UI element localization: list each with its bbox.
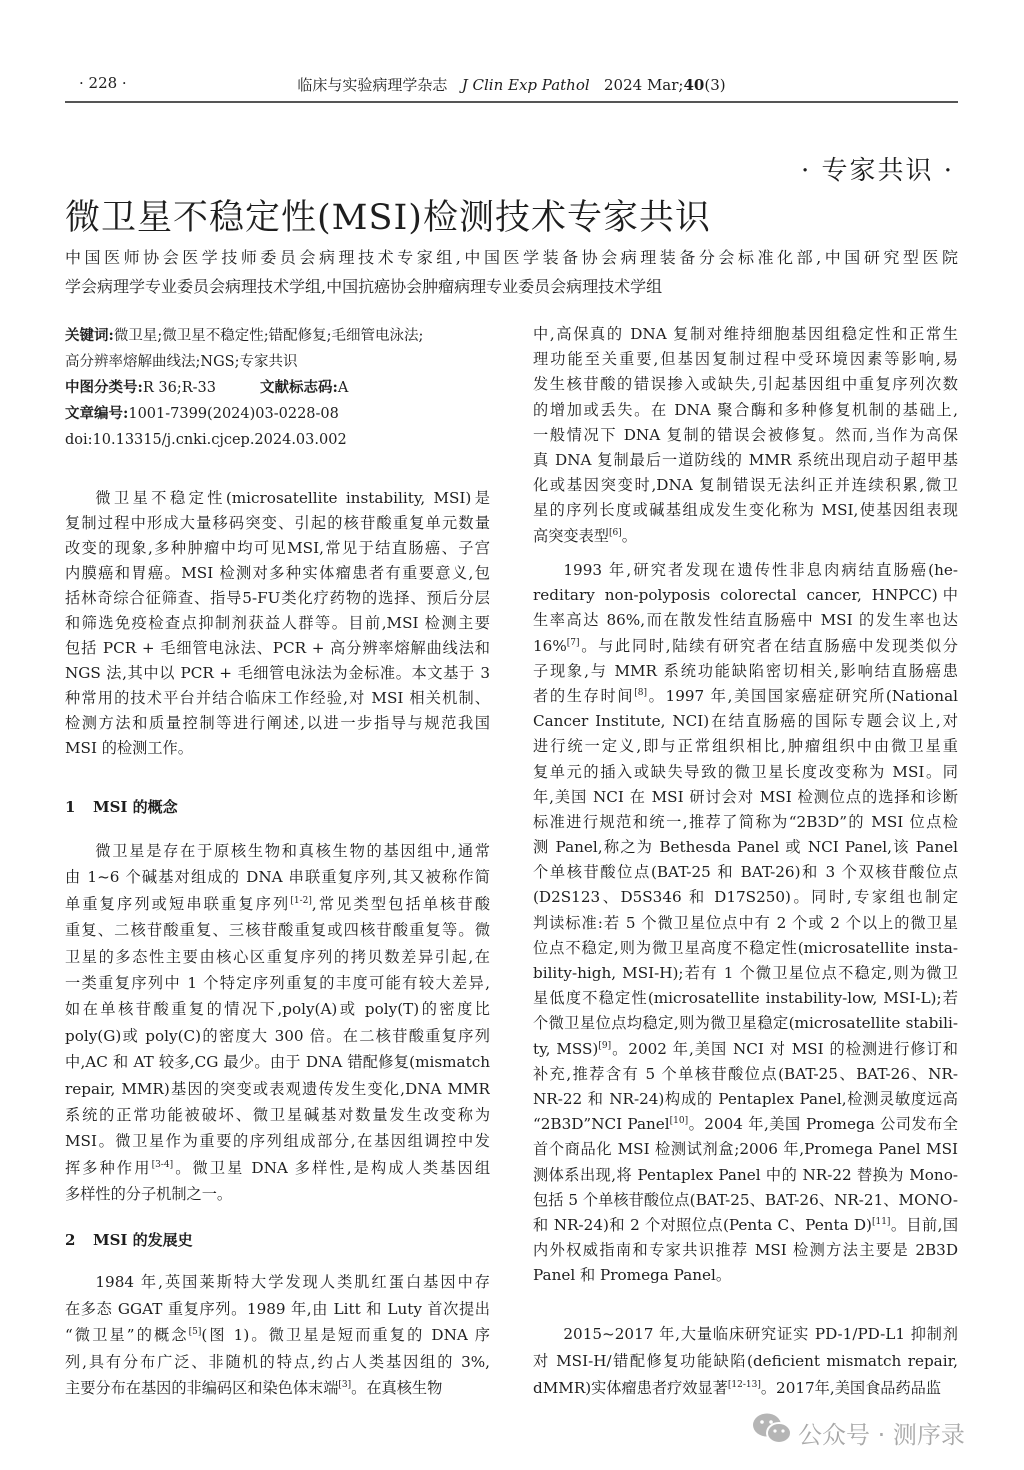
text-segment: 1993 年,研究者发现在遗传性非息肉病结直肠癌(he- bbox=[563, 561, 958, 579]
text-line bbox=[65, 586, 490, 611]
text-line bbox=[533, 322, 958, 347]
text-segment: 复制过程中形成大量移码突变、引起的核苷酸重复单元数量 bbox=[65, 514, 490, 532]
text-line bbox=[533, 709, 958, 734]
text-segment: 进行统一定义,即与正常组织相比,肿瘤组织中由微卫星重 bbox=[533, 737, 958, 756]
text-segment: 的增加或丢失。在 DNA 聚合酶和多种修复机制的基础上, bbox=[533, 400, 958, 419]
page-number: · 228 · bbox=[79, 74, 127, 92]
text-segment: 位点不稳定,则为微卫星高度不稳定性(microsatellite insta- bbox=[533, 938, 958, 957]
text-segment: 标准进行规范和统一,推荐了简称为“2B3D”的 MSI 位点检 bbox=[533, 812, 958, 831]
text-segment: 发生核苷酸的错误掺入或缺失,引起基因组中重复序列次数 bbox=[533, 375, 958, 394]
text-line bbox=[65, 1349, 490, 1376]
text-segment: 。1997 年,美国国家癌症研究所(National bbox=[646, 686, 958, 705]
text-line bbox=[533, 835, 958, 860]
running-header bbox=[65, 74, 958, 98]
text-line bbox=[533, 524, 958, 549]
author-line: 学会病理学专业委员会病理技术学组,中国抗癌协会肿瘤病理专业委员会病理技术学组 bbox=[65, 277, 663, 296]
text-segment: 复单元的插入或缺失导致的微卫星长度改变称为 MSI。同 bbox=[533, 762, 958, 781]
text-line bbox=[533, 961, 958, 986]
text-line bbox=[533, 423, 958, 448]
text-line bbox=[533, 1062, 958, 1087]
text-segment: dMMR)实体瘤患者疗效显著 bbox=[533, 1379, 728, 1397]
text-segment: 。2017年,美国食品药品监 bbox=[760, 1379, 942, 1397]
text-segment: 内膜癌和胃癌。MSI 检测对多种实体瘤患者有重要意义,包 bbox=[65, 564, 490, 582]
text-line bbox=[533, 1037, 958, 1062]
text-line bbox=[65, 561, 490, 586]
text-line bbox=[65, 611, 490, 636]
text-line bbox=[533, 936, 958, 961]
text-line bbox=[533, 684, 958, 709]
text-segment: 。2004 年,美国 Promega 公司发布全 bbox=[688, 1115, 958, 1134]
text-line bbox=[65, 1049, 490, 1075]
text-line bbox=[65, 1155, 490, 1181]
section-heading-2 bbox=[65, 1229, 193, 1250]
text-line bbox=[65, 1269, 490, 1296]
text-segment: reditary non-polyposis colorectal cancer, HNPCC)中 bbox=[533, 586, 958, 605]
text-line bbox=[533, 785, 958, 810]
wechat-icon bbox=[752, 1412, 792, 1452]
watermark-text: 公众号 · 测序录 bbox=[798, 1420, 965, 1449]
text-segment: 首个商品化 MSI 检测试剂盒;2006 年,Promega Panel MSI bbox=[533, 1140, 958, 1159]
text-line bbox=[533, 1188, 958, 1213]
text-segment: 测体系出现,将 Pentaplex Panel 中的 NR-22 替换为 Mono- bbox=[533, 1165, 958, 1184]
text-segment: 一类重复序列中 1 个特定序列重复的丰度可能有较大差异, bbox=[65, 973, 490, 992]
doc-code-label: 文献标志码: bbox=[260, 379, 338, 396]
watermark bbox=[752, 1412, 965, 1452]
text-segment: (D2S123、D5S346 和 D17S250)。同时,专家组也制定 bbox=[533, 888, 958, 907]
text-segment: 中,AC 和 AT 较多,CG 最少。由于 DNA 错配修复(mismatch bbox=[65, 1053, 490, 1072]
text-line bbox=[533, 659, 958, 684]
text-line bbox=[533, 1263, 958, 1288]
section-title: MSI 的概念 bbox=[93, 798, 178, 816]
keywords-label: 关键词: bbox=[65, 327, 114, 344]
text-segment: 如在单核苷酸重复的情况下,poly(A)或 poly(T)的密度比 bbox=[65, 1000, 490, 1019]
text-line bbox=[65, 917, 490, 943]
text-segment: 微卫星是存在于原核生物和真核生物的基因组中,通常 bbox=[95, 842, 490, 860]
keywords-line bbox=[65, 323, 490, 349]
text-segment: poly(G)或 poly(C)的密度大 300 倍。在二核苷酸重复序列 bbox=[65, 1026, 490, 1045]
text-line bbox=[533, 860, 958, 885]
text-line bbox=[533, 1238, 958, 1263]
citation-ref: [6] bbox=[608, 527, 622, 538]
text-line bbox=[533, 498, 958, 523]
text-segment: 列,具有分布广泛、非随机的特点,约占人类基因组的 3%, bbox=[65, 1352, 490, 1371]
text-segment: Panel 和 Promega Panel。 bbox=[533, 1266, 732, 1285]
text-line bbox=[533, 398, 958, 423]
text-segment: 内外权威指南和专家共识推荐 MSI 检测方法主要是 2B3D bbox=[533, 1241, 958, 1260]
text-segment: 括林奇综合征筛查、指导5-FU类化疗药物的选择、预后分层 bbox=[65, 589, 490, 607]
doi-label: doi: bbox=[65, 432, 93, 448]
text-segment: 和筛选免疫检查点抑制剂获益人群等。目前,MSI 检测主要 bbox=[65, 614, 490, 632]
text-segment: 子现象,与 MMR 系统功能缺陷密切相关,影响结直肠癌患 bbox=[533, 661, 958, 680]
text-segment: 个微卫星位点均稳定,则为微卫星稳定(microsatellite stabili- bbox=[533, 1014, 958, 1033]
text-line bbox=[533, 347, 958, 372]
text-segment: 。 bbox=[621, 526, 637, 545]
text-segment: 星低度不稳定性(microsatellite instability-low, MSI-L);若 bbox=[533, 989, 958, 1008]
text-segment: 和 NR-24)和 2 个对照位点(Penta C、Penta D) bbox=[533, 1215, 872, 1234]
text-segment: 挥多种作用 bbox=[65, 1158, 152, 1177]
citation-ref: [10] bbox=[669, 1116, 689, 1127]
issue: (3) bbox=[704, 76, 726, 94]
text-line bbox=[65, 711, 490, 736]
text-segment: 1984 年,英国莱斯特大学发现人类肌红蛋白基因中存 bbox=[95, 1273, 490, 1291]
text-line bbox=[65, 636, 490, 661]
text-segment: 。与此同时,陆续有研究者在结直肠癌中发现类似分 bbox=[579, 636, 958, 655]
section-2-paragraph bbox=[65, 1269, 490, 1402]
right-paragraph-2 bbox=[533, 558, 958, 1288]
text-line bbox=[533, 986, 958, 1011]
article-number-line bbox=[65, 401, 490, 427]
journal-info bbox=[65, 74, 958, 95]
clc-label: 中图分类号: bbox=[65, 379, 143, 396]
text-line bbox=[533, 1011, 958, 1036]
text-segment: 包括 5 个单核苷酸位点(BAT-25、BAT-26、NR-21、MONO- bbox=[533, 1190, 958, 1209]
citation-ref: [11] bbox=[871, 1216, 891, 1227]
text-segment: 中,高保真的 DNA 复制对维持细胞基因组稳定性和正常生 bbox=[533, 325, 958, 343]
text-segment: 改变的现象,多种肿瘤中均可见MSI,常见于结直肠癌、子宫 bbox=[65, 539, 490, 557]
article-meta bbox=[65, 323, 490, 453]
text-line bbox=[65, 661, 490, 686]
citation-ref: [5] bbox=[188, 1327, 202, 1337]
text-segment: 。在真核生物 bbox=[351, 1379, 443, 1397]
text-line bbox=[65, 838, 490, 864]
article-title: 微卫星不稳定性(MSI)检测技术专家共识 bbox=[65, 198, 711, 238]
text-line bbox=[65, 970, 490, 996]
right-paragraph-1 bbox=[533, 322, 958, 549]
text-segment: 对 MSI-H/错配修复功能缺陷(deficient mismatch repair, bbox=[533, 1352, 958, 1370]
text-segment: repair, MMR)基因的突变或表观遗传发生变化,DNA MMR bbox=[65, 1079, 490, 1098]
volume: 40 bbox=[683, 76, 705, 94]
text-line bbox=[65, 1322, 490, 1349]
text-segment: 化或基因突变时,DNA 复制错误无法纠正并连续积累,微卫 bbox=[533, 476, 958, 495]
text-segment: 包括 PCR + 毛细管电泳法、PCR + 高分辨率熔解曲线法和 bbox=[65, 639, 490, 657]
text-segment: NR-22 和 NR-24)构成的 Pentaplex Panel,检测灵敏度远高 bbox=[533, 1089, 958, 1108]
text-segment: 种常用的技术平台并结合临床工作经验,对 MSI 相关机制、 bbox=[65, 689, 490, 707]
text-segment: Cancer Institute, NCI)在结直肠癌的国际专题会议上,对 bbox=[533, 712, 958, 731]
citation-ref: [3-4] bbox=[151, 1159, 174, 1170]
text-line bbox=[533, 1087, 958, 1112]
right-paragraph-3 bbox=[533, 1321, 958, 1402]
issue-date: 2024 Mar; bbox=[604, 76, 684, 94]
text-segment: (图 1)。微卫星是短而重复的 DNA 序 bbox=[201, 1326, 490, 1344]
text-line bbox=[533, 608, 958, 633]
journal-name-en: J Clin Exp Pathol bbox=[461, 76, 590, 94]
text-segment: 16% bbox=[533, 636, 567, 655]
text-line bbox=[65, 736, 490, 761]
text-segment: MSI 的检测工作。 bbox=[65, 739, 193, 757]
text-line bbox=[65, 1076, 490, 1102]
text-segment: 一般情况下 DNA 复制的错误会被修复。然而,当作为高保 bbox=[533, 425, 958, 444]
text-line bbox=[65, 1181, 490, 1207]
text-line bbox=[533, 634, 958, 659]
text-line bbox=[533, 1137, 958, 1162]
text-line bbox=[65, 1128, 490, 1154]
text-line bbox=[65, 944, 490, 970]
keywords: 微卫星;微卫星不稳定性;错配修复;毛细管电泳法; bbox=[113, 328, 424, 344]
text-segment: 真 DNA 复制最后一道防线的 MMR 系统出现启动子超甲基 bbox=[533, 450, 958, 469]
text-segment: 个单核苷酸位点(BAT-25 和 BAT-26)和 3 个双核苷酸位点 bbox=[533, 863, 958, 882]
text-line bbox=[65, 1023, 490, 1049]
text-line bbox=[533, 448, 958, 473]
text-line bbox=[65, 1296, 490, 1323]
article-no-label: 文章编号: bbox=[65, 405, 129, 422]
intro-paragraph bbox=[65, 486, 490, 761]
author-groups bbox=[65, 243, 958, 301]
text-line bbox=[533, 734, 958, 759]
text-segment: 在多态 GGAT 重复序列。1989 年,由 Litt 和 Luty 首次提出 bbox=[65, 1299, 490, 1318]
keywords: 高分辨率熔解曲线法;NGS;专家共识 bbox=[65, 354, 298, 370]
classification-line bbox=[65, 375, 490, 401]
citation-ref: [12-13] bbox=[727, 1380, 761, 1390]
text-segment: MSI。微卫星作为重要的序列组成部分,在基因组调控中发 bbox=[65, 1132, 490, 1151]
text-segment: 测 Panel,称之为 Bethesda Panel 或 NCI Panel,该 Panel bbox=[533, 838, 958, 857]
text-segment: 单重复序列或短串联重复序列 bbox=[65, 894, 291, 913]
text-segment: 。2002 年,美国 NCI 对 MSI 的检测进行修订和 bbox=[611, 1039, 958, 1058]
text-segment: 年,美国 NCI 在 MSI 研讨会对 MSI 检测位点的选择和诊断 bbox=[533, 787, 958, 806]
text-segment: 星的序列长度或碱基组成发生变化称为 MSI,使基因组表现 bbox=[533, 501, 958, 520]
text-line bbox=[65, 511, 490, 536]
section-number: 2 bbox=[65, 1231, 76, 1249]
citation-ref: [1-2] bbox=[290, 895, 312, 906]
clc-value: R 36;R-33 bbox=[142, 380, 216, 396]
text-line bbox=[533, 1163, 958, 1188]
text-line bbox=[65, 686, 490, 711]
text-segment: bility-high, MSI-H);若有 1 个微卫星位点不稳定,则为微卫 bbox=[533, 964, 958, 982]
doi-value: 10.13315/j.cnki.cjcep.2024.03.002 bbox=[92, 432, 347, 448]
text-line bbox=[65, 486, 490, 511]
text-segment: 判读标准:若 5 个微卫星位点中有 2 个或 2 个以上的微卫星 bbox=[533, 913, 958, 932]
text-line bbox=[533, 810, 958, 835]
text-line bbox=[65, 1102, 490, 1128]
text-segment: 主要分布在基因的非编码区和染色体末端 bbox=[65, 1379, 339, 1397]
text-line bbox=[533, 473, 958, 498]
text-segment: 理功能至关重要,但基因复制过程中受环境因素等影响,易 bbox=[533, 350, 958, 369]
text-segment: 者的生存时间 bbox=[533, 686, 635, 705]
text-segment: 。微卫星 DNA 多样性,是构成人类基因组 bbox=[173, 1158, 490, 1177]
text-line bbox=[65, 864, 490, 890]
text-segment: “微卫星”的概念 bbox=[65, 1326, 189, 1344]
text-line bbox=[533, 1348, 958, 1375]
keywords-line bbox=[65, 349, 490, 375]
column-tag: · 专家共识 · bbox=[800, 156, 954, 186]
journal-name-cn: 临床与实验病理学杂志 bbox=[297, 76, 448, 94]
header-rule bbox=[65, 101, 958, 103]
text-segment: 补充,推荐含有 5 个单核苷酸位点(BAT-25、BAT-26、NR- bbox=[533, 1064, 958, 1083]
text-segment: 多样性的分子机制之一。 bbox=[65, 1185, 233, 1204]
author-line: 中国医师协会医学技师委员会病理技术专家组,中国医学装备协会病理装备分会标准化部,中国研究型医院 bbox=[65, 248, 958, 267]
text-segment: 重复、二核苷酸重复、三核苷酸重复或四核苷酸重复等。微 bbox=[65, 921, 490, 940]
section-title: MSI 的发展史 bbox=[93, 1231, 193, 1249]
citation-ref: [7] bbox=[566, 637, 580, 648]
text-line bbox=[533, 583, 958, 608]
text-segment: 系统的正常功能被破坏、微卫星碱基对数量发生改变称为 bbox=[65, 1105, 490, 1124]
doc-code-value: A bbox=[337, 380, 349, 396]
text-segment: 高突变表型 bbox=[533, 526, 609, 545]
text-segment: 由 1~6 个碱基对组成的 DNA 串联重复序列,其又被称作简 bbox=[65, 868, 490, 887]
text-segment: 2015~2017 年,大量临床研究证实 PD-1/PD-L1 抑制剂 bbox=[563, 1325, 958, 1343]
text-line bbox=[533, 558, 958, 583]
section-heading-1 bbox=[65, 796, 178, 817]
section-1-paragraph bbox=[65, 838, 490, 1207]
text-segment: 检测方法和质量控制等进行阐述,以进一步指导与规范我国 bbox=[65, 714, 490, 732]
text-line bbox=[65, 891, 490, 917]
citation-ref: [9] bbox=[598, 1040, 612, 1051]
section-number: 1 bbox=[65, 798, 76, 816]
text-segment: NGS 法,其中以 PCR + 毛细管电泳法为金标准。本文基于 3 bbox=[65, 664, 490, 682]
text-line bbox=[533, 911, 958, 936]
text-line bbox=[533, 885, 958, 910]
article-no-value: 1001-7399(2024)03-0228-08 bbox=[128, 406, 339, 422]
text-segment: 生率高达 86%,而在散发性结直肠癌中 MSI 的发生率也达 bbox=[533, 611, 958, 630]
text-line bbox=[533, 1213, 958, 1238]
text-segment: ty, MSS) bbox=[533, 1039, 599, 1058]
text-segment: ,常见类型包括单核苷酸 bbox=[311, 894, 490, 913]
text-segment: “2B3D”NCI Panel bbox=[533, 1115, 670, 1134]
text-segment: 微卫星不稳定性(microsatellite instability, MSI)是 bbox=[95, 489, 490, 507]
text-line bbox=[65, 1375, 490, 1402]
text-line bbox=[533, 1321, 958, 1348]
text-line bbox=[533, 372, 958, 397]
doi-line bbox=[65, 427, 490, 453]
text-segment: 卫星的多态性主要由核心区重复序列的拷贝数差异引起,在 bbox=[65, 947, 490, 966]
citation-ref: [8] bbox=[634, 687, 647, 698]
text-line bbox=[533, 760, 958, 785]
citation-ref: [3] bbox=[338, 1380, 352, 1390]
text-line bbox=[65, 536, 490, 561]
text-segment: 。目前,国 bbox=[890, 1215, 958, 1234]
text-line bbox=[533, 1375, 958, 1402]
text-line bbox=[533, 1112, 958, 1137]
text-line bbox=[65, 996, 490, 1022]
